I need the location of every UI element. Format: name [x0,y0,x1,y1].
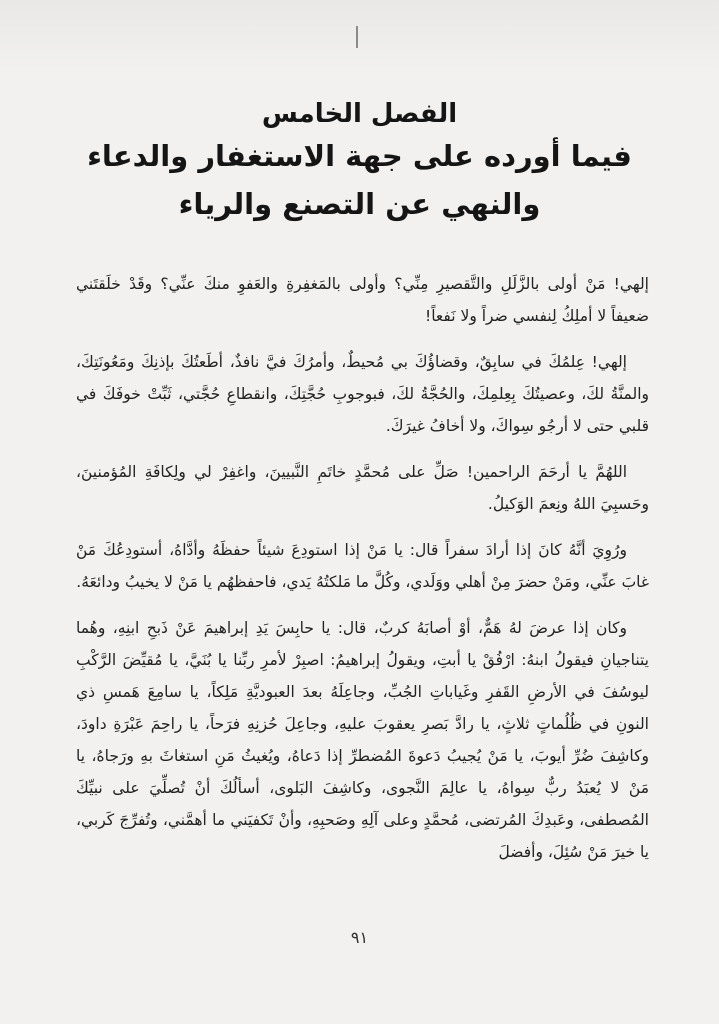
chapter-title: الفصل الخامس [261,99,458,129]
top-page-shadow [0,0,719,70]
paragraph-2: إلهي! عِلمُكَ في سابِقٌ، وقضاؤُكَ بي مُحيطٌ، وأمرُكَ فيَّ نافذٌ، أطَعتُكَ بإذنِكَ ومَعُونَتِكَ، والمنَّةُ لكَ، وعصيتُكَ بِعِلمِكَ، والحُجَّةُ لكَ، فبوجوبِ حُجَّتِكَ، وانقطاعِ حُجَّتي، ثَبِّتْ خوفَكَ في قلبي حتى لا أرجُو سِواكَ، ولا أخافُ غيرَكَ. [76,353,649,435]
paragraph-5: وكان إذا عرضَ لهُ هَمٌّ، أوْ أصابَهُ كربٌ، قال: يا حابِسَ يَدِ إبراهيمَ عَنْ ذَبحِ ابنِهِ، وهُما يتناجيانِ فيقولُ ابنهُ: ارْفُقْ يا أبتِ، ويقولُ إبراهيمُ: اصبِرْ لأمرِ ربِّنا يا بُنَيَّ، يا مُقيِّضَ الرَّكْبِ ليوسُفَ في الأرضِ القَفرِ وغَياباتِ الجُبِّ، وجاعِلَهُ بعدَ العبوديَّةِ مَلِكاً، يا سامِعَ هَمسِ ذي النونِ في ظُلُماتٍ ثلاثٍ، يا رادَّ بَصرِ يعقوبَ عليهِ، وجاعِلَ حُزنِهِ فرَحاً، يا راحِمَ عَبْرَةِ داودَ، وكاشِفَ ضُرِّ أيوبَ، يا مَنْ يُجيبُ دَعوةَ المُضطرِّ إذا دَعاهُ، ويُغيثُ مَنِ استغاثَ بهِ ورَجاهُ، يا مَنْ لا يُعبَدُ ربٌّ سِواهُ، يا عالِمَ النَّجوى، وكاشِفَ البَلوى، أسألُكَ أنْ تُصلِّيَ على نبيِّكَ المُصطفى، وعَبدِكَ المُرتضى، مُحمَّدٍ وعلى آلِهِ وصَحبِهِ، وأنْ تَكفيَني ما أهمَّني، وتُفرِّجَ كَربي، يا خيرَ مَنْ سُئِلَ، وأفضلَ [76,619,649,861]
body-text [76,268,649,882]
page-number: ٩١ [350,928,369,947]
top-center-mark [356,26,358,48]
paragraph-3: اللهُمَّ يا أرحَمَ الراحمين! صَلِّ على مُحمَّدٍ خاتَمِ النَّبيينَ، واغفِرْ لي ولِكافَةِ المُؤمنينَ، وحَسبِيَ اللهُ ونِعمَ الوَكيلُ. [76,463,649,513]
paragraph-4: ورُوِيَ أنَّهُ كانَ إذا أرادَ سفراً قال: يا مَنْ إذا استودِعَ شيئاً حفظَهُ وأدَّاهُ، أستودِعُكَ مَنْ غابَ عنِّي، ومَنْ حضرَ مِنْ أهلي ووَلَدي، وكُلَّ ما مَلكتُهُ يَدي، فاحفظهُم يا مَنْ لا يخيبُ ودائعَهُ. [76,541,649,591]
chapter-header [60,96,659,228]
chapter-subtitle: فيما أورده على جهة الاستغفار والدعاء والنهي عن التصنع والرياء [87,139,632,221]
paragraph-1: إلهي! مَنْ أولى بالزَّلَلِ والتَّقصيرِ مِنِّي؟ وأولى بالمَغفِرةِ والعَفوِ منكَ عنِّي؟ وقَدْ خلَقتَني ضعيفاً لا أملِكُ لِنفسي ضراً ولا نَفعاً! [76,275,649,325]
